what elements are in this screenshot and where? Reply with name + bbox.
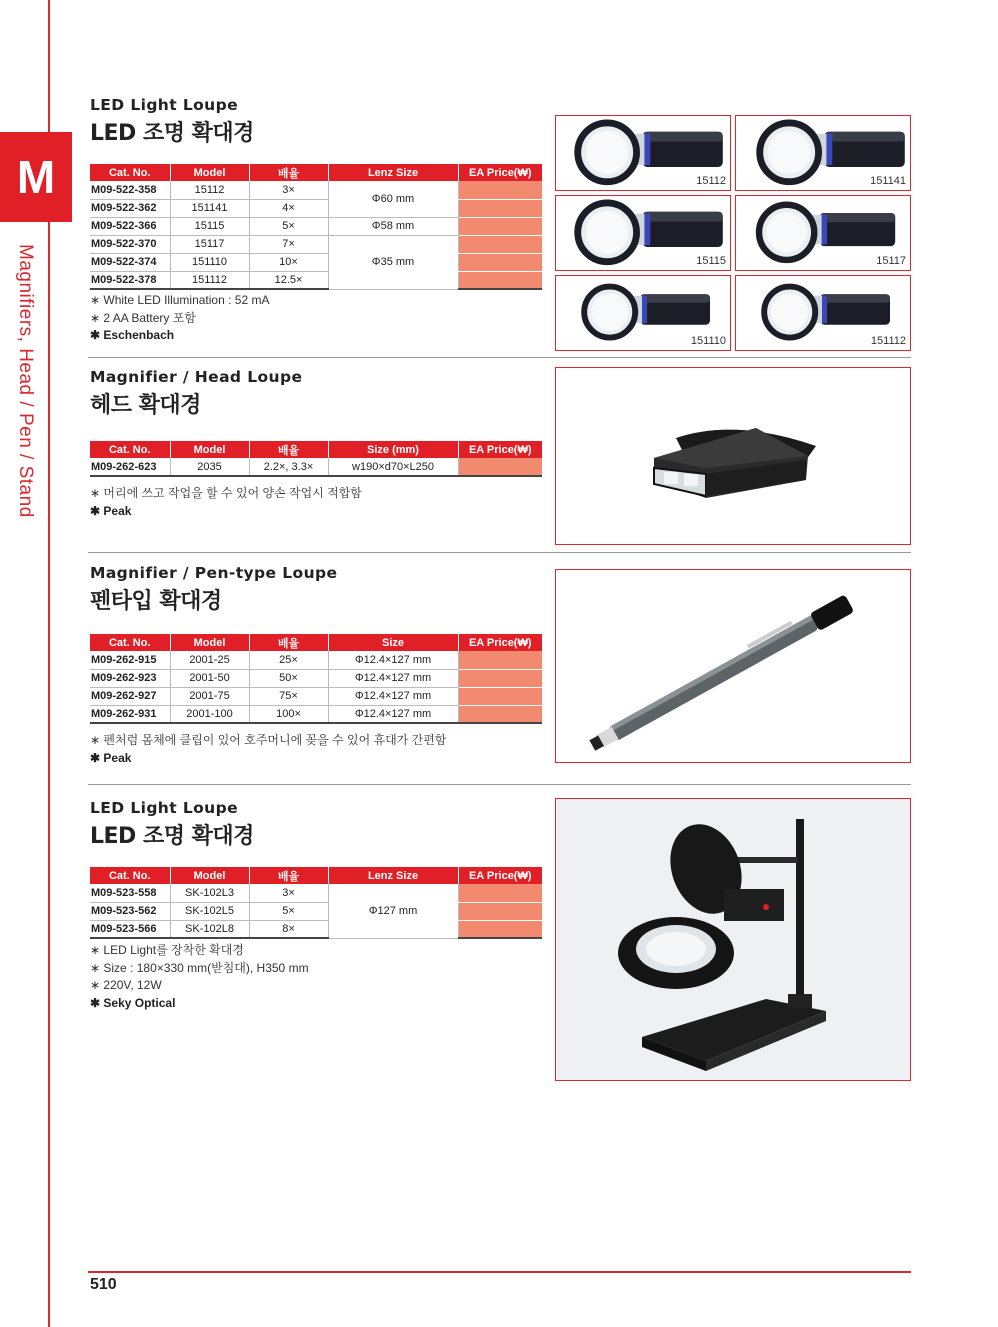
magnification: 5× xyxy=(249,902,328,920)
notes xyxy=(90,942,309,1012)
price xyxy=(458,687,542,705)
price xyxy=(458,253,542,271)
model: 15112 xyxy=(170,181,249,199)
table-header xyxy=(90,164,542,181)
notes xyxy=(90,485,362,520)
price xyxy=(458,458,542,476)
table-row xyxy=(90,902,542,920)
section-title-ko: LED 조명 확대경 xyxy=(90,824,254,849)
table-header xyxy=(90,634,542,651)
col-price: EA Price(₩) xyxy=(458,441,542,458)
pen-loupe-image xyxy=(556,570,911,763)
brand: ✱ Peak xyxy=(90,750,132,765)
section-title-ko: 헤드 확대경 xyxy=(90,393,201,418)
col-model: Model xyxy=(170,164,249,181)
product-photo-stand-loupe xyxy=(555,798,911,1081)
col-model: Model xyxy=(170,634,249,651)
cat-no: M09-522-374 xyxy=(90,253,170,271)
stand-loupe-image xyxy=(556,799,911,1081)
size: Φ12.4×127 mm xyxy=(328,705,458,723)
section-head-loupe xyxy=(90,368,542,548)
table-row xyxy=(90,458,542,476)
table-row xyxy=(90,199,542,217)
photo-caption: 15115 xyxy=(696,255,726,267)
model: 15117 xyxy=(170,235,249,253)
note: ∗ 펜처럼 몸체에 클립이 있어 호주머니에 꽂을 수 있어 휴대가 간편함 xyxy=(90,733,447,747)
product-photo xyxy=(735,115,911,191)
magnification: 25× xyxy=(249,651,328,669)
col-size: Size (mm) xyxy=(328,441,458,458)
table-row xyxy=(90,217,542,235)
chapter-label: Magnifiers, Head / Pen / Stand xyxy=(15,244,36,518)
col-size: Lenz Size xyxy=(328,164,458,181)
col-magnification: 배율 xyxy=(249,867,328,884)
table-row xyxy=(90,705,542,723)
model: SK-102L8 xyxy=(170,920,249,938)
col-cat-no: Cat. No. xyxy=(90,634,170,651)
table-header xyxy=(90,867,542,884)
product-photo-head-loupe xyxy=(555,367,911,545)
product-photo xyxy=(555,195,731,271)
magnification: 12.5× xyxy=(249,271,328,289)
note: ∗ White LED Illumination : 52 mA xyxy=(90,293,270,307)
product-photo xyxy=(555,275,731,351)
magnification: 7× xyxy=(249,235,328,253)
cat-no: M09-523-566 xyxy=(90,920,170,938)
lens-size: Φ60 mm xyxy=(328,181,458,217)
section-title-ko: LED 조명 확대경 xyxy=(90,121,254,146)
price xyxy=(458,669,542,687)
section-title-en: Magnifier / Head Loupe xyxy=(90,368,303,386)
cat-no: M09-522-378 xyxy=(90,271,170,289)
lens-size: Φ35 mm xyxy=(328,235,458,289)
page-number: 510 xyxy=(90,1276,117,1293)
product-photo xyxy=(735,195,911,271)
model: 151112 xyxy=(170,271,249,289)
section-led-loupe xyxy=(90,96,542,356)
size: w190×d70×L250 xyxy=(328,458,458,476)
note: ∗ Size : 180×330 mm(받침대), H350 mm xyxy=(90,960,309,975)
section-divider xyxy=(88,357,911,358)
model: 2001-75 xyxy=(170,687,249,705)
magnification: 75× xyxy=(249,687,328,705)
table-row xyxy=(90,920,542,938)
photo-caption: 15117 xyxy=(876,255,906,267)
note: ∗ 머리에 쓰고 작업을 할 수 있어 양손 작업시 적합함 xyxy=(90,486,362,500)
spec-table xyxy=(90,634,542,724)
price xyxy=(458,235,542,253)
price xyxy=(458,199,542,217)
model: 2001-50 xyxy=(170,669,249,687)
notes xyxy=(90,292,269,345)
cat-no: M09-262-923 xyxy=(90,669,170,687)
col-cat-no: Cat. No. xyxy=(90,164,170,181)
magnification: 5× xyxy=(249,217,328,235)
magnification: 50× xyxy=(249,669,328,687)
magnification: 8× xyxy=(249,920,328,938)
table-row xyxy=(90,651,542,669)
cat-no: M09-523-558 xyxy=(90,884,170,902)
model: 2001-25 xyxy=(170,651,249,669)
chapter-letter: M xyxy=(16,151,56,203)
col-price: EA Price(₩) xyxy=(458,164,542,181)
notes xyxy=(90,732,446,767)
section-title-en: LED Light Loupe xyxy=(90,799,239,817)
price xyxy=(458,705,542,723)
size: Φ12.4×127 mm xyxy=(328,669,458,687)
magnification: 100× xyxy=(249,705,328,723)
head-loupe-image xyxy=(556,368,911,545)
section-title-en: Magnifier / Pen-type Loupe xyxy=(90,564,338,582)
cat-no: M09-523-562 xyxy=(90,902,170,920)
col-price: EA Price(₩) xyxy=(458,634,542,651)
col-size: Size xyxy=(328,634,458,651)
brand: ✱ Eschenbach xyxy=(90,328,175,342)
model: SK-102L3 xyxy=(170,884,249,902)
photo-caption: 151141 xyxy=(870,175,906,187)
table-row xyxy=(90,884,542,902)
cat-no: M09-522-358 xyxy=(90,181,170,199)
magnification: 10× xyxy=(249,253,328,271)
cat-no: M09-262-931 xyxy=(90,705,170,723)
table-row xyxy=(90,271,542,289)
price xyxy=(458,884,542,902)
price xyxy=(458,271,542,289)
photo-caption: 151112 xyxy=(870,335,906,347)
lens-size: Φ58 mm xyxy=(328,217,458,235)
section-title-ko: 펜타입 확대경 xyxy=(90,589,222,614)
size: Φ12.4×127 mm xyxy=(328,687,458,705)
section-led-stand-loupe xyxy=(90,799,542,1019)
brand: ✱ Peak xyxy=(90,503,132,518)
model: 2001-100 xyxy=(170,705,249,723)
price xyxy=(458,920,542,938)
col-magnification: 배율 xyxy=(249,164,328,181)
section-pen-loupe xyxy=(90,564,542,774)
lens-size: Φ127 mm xyxy=(328,884,458,938)
table-row xyxy=(90,669,542,687)
chapter-tab xyxy=(0,132,72,222)
col-cat-no: Cat. No. xyxy=(90,441,170,458)
col-magnification: 배율 xyxy=(249,634,328,651)
col-cat-no: Cat. No. xyxy=(90,867,170,884)
price xyxy=(458,217,542,235)
price xyxy=(458,902,542,920)
table-row xyxy=(90,253,542,271)
magnification: 3× xyxy=(249,884,328,902)
footer-rule xyxy=(88,1271,911,1273)
col-price: EA Price(₩) xyxy=(458,867,542,884)
col-size: Lenz Size xyxy=(328,867,458,884)
section-divider xyxy=(88,552,911,553)
photo-caption: 151110 xyxy=(690,335,726,347)
table-header xyxy=(90,441,542,458)
magnification: 2.2×, 3.3× xyxy=(249,458,328,476)
spec-table xyxy=(90,164,542,290)
model: 2035 xyxy=(170,458,249,476)
magnification: 4× xyxy=(249,199,328,217)
section-title-en: LED Light Loupe xyxy=(90,96,239,114)
spec-table xyxy=(90,441,542,477)
spec-table xyxy=(90,867,542,939)
cat-no: M09-522-370 xyxy=(90,235,170,253)
col-model: Model xyxy=(170,867,249,884)
cat-no: M09-522-366 xyxy=(90,217,170,235)
model: 151110 xyxy=(170,253,249,271)
magnification: 3× xyxy=(249,181,328,199)
note: ∗ 2 AA Battery 포함 xyxy=(90,310,196,325)
cat-no: M09-522-362 xyxy=(90,199,170,217)
model: SK-102L5 xyxy=(170,902,249,920)
col-magnification: 배율 xyxy=(249,441,328,458)
note: ∗ 220V, 12W xyxy=(90,978,162,992)
size: Φ12.4×127 mm xyxy=(328,651,458,669)
cat-no: M09-262-915 xyxy=(90,651,170,669)
col-model: Model xyxy=(170,441,249,458)
model: 151141 xyxy=(170,199,249,217)
note: ∗ LED Light를 장착한 확대경 xyxy=(90,943,244,957)
product-photo-pen-loupe xyxy=(555,569,911,763)
table-row xyxy=(90,687,542,705)
product-photo xyxy=(735,275,911,351)
table-row xyxy=(90,181,542,199)
product-photo xyxy=(555,115,731,191)
cat-no: M09-262-927 xyxy=(90,687,170,705)
table-row xyxy=(90,235,542,253)
price xyxy=(458,651,542,669)
section-divider xyxy=(88,784,911,785)
cat-no: M09-262-623 xyxy=(90,458,170,476)
model: 15115 xyxy=(170,217,249,235)
brand: ✱ Seky Optical xyxy=(90,995,176,1010)
price xyxy=(458,181,542,199)
photo-caption: 15112 xyxy=(696,175,726,187)
